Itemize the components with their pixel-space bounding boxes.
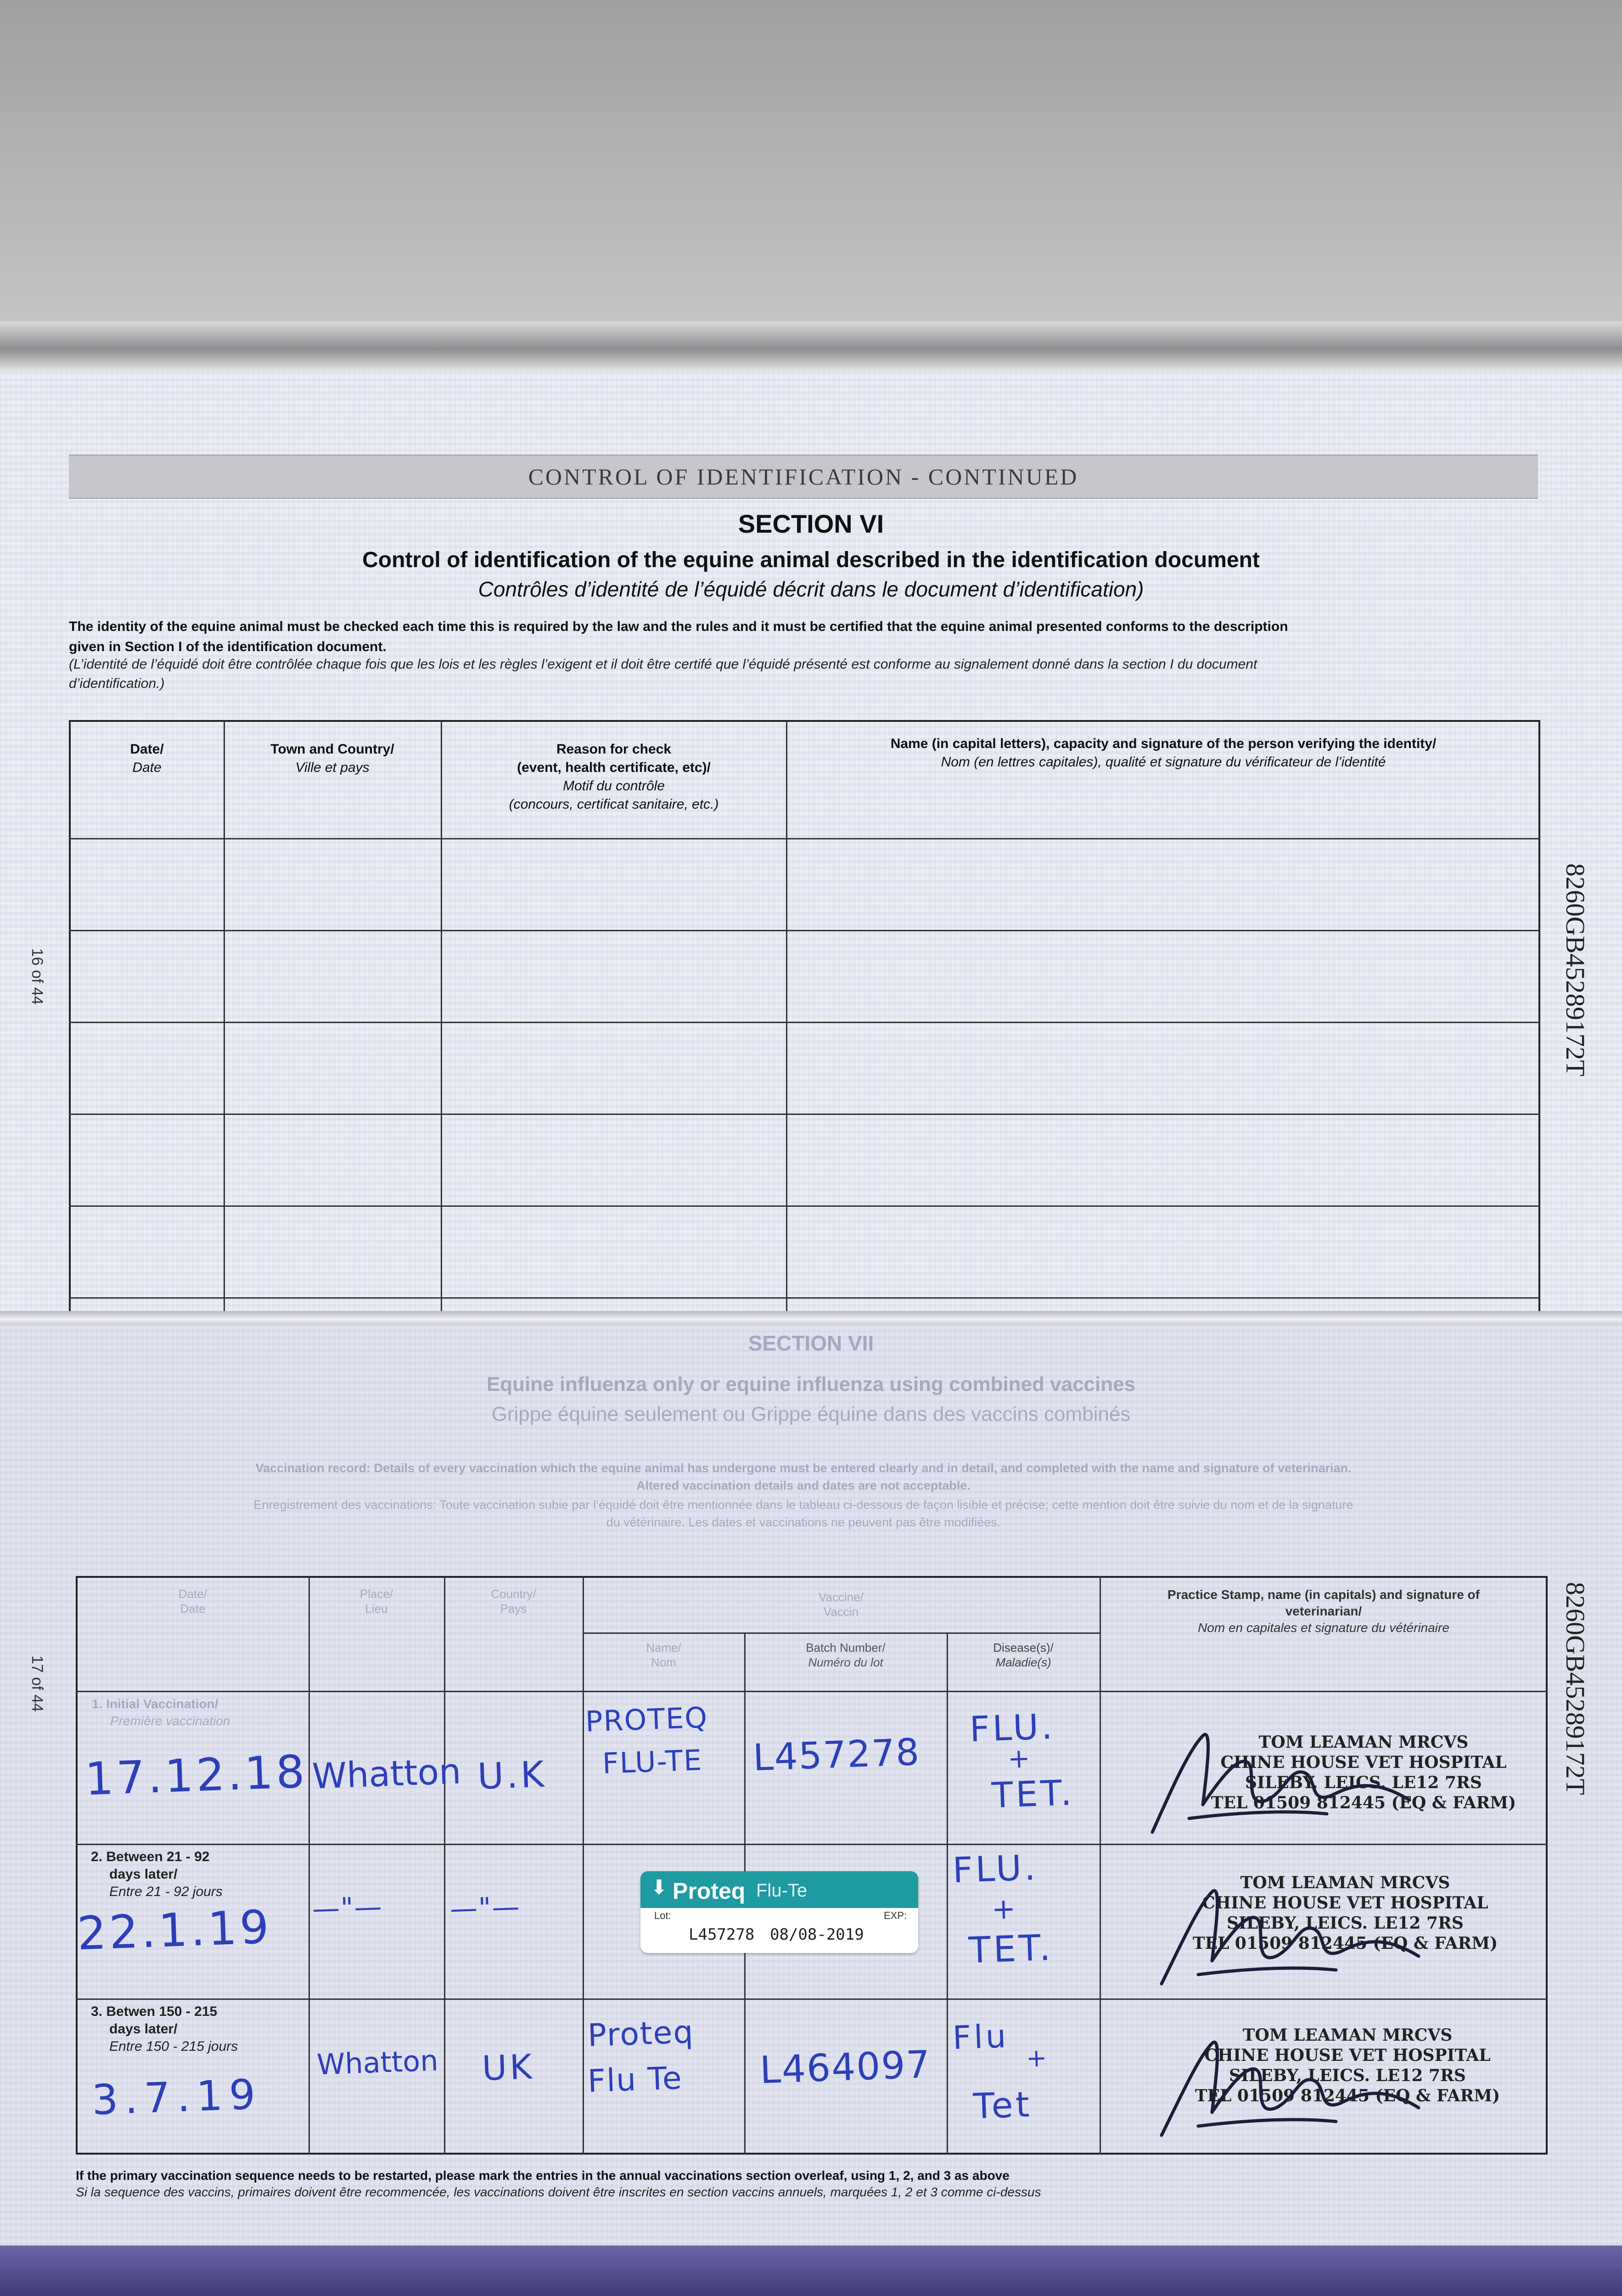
section-heading-en: Control of identification of the equine animal described in the identification document bbox=[362, 548, 1260, 572]
col-header-reason bbox=[443, 740, 785, 814]
row-3-label-fr: Entre 150 - 215 jours bbox=[109, 2039, 238, 2054]
section-heading-fr: Contrôles d’identité de l’équidé décrit dans le document d’identification) bbox=[478, 577, 1144, 601]
footer-note-en: If the primary vaccination sequence needs to be restarted, please mark the entries in the annual vaccinations section overleaf, using 1, 2, and 3 as above bbox=[76, 2168, 1010, 2183]
table-row-divider bbox=[69, 930, 1540, 931]
row-3-date: 3.7.19 bbox=[91, 2070, 263, 2125]
col-header-reason-en: Reason for check bbox=[556, 742, 672, 757]
stamp-line: SILEBY, LEICS. LE12 7RS bbox=[1227, 1913, 1464, 1933]
col-header-reason-en-2: (event, health certificate, etc)/ bbox=[517, 760, 711, 775]
stamp-line: TEL 01509 812445 (EQ & FARM) bbox=[1192, 1934, 1498, 1953]
col-header-batch-en: Batch Number/ bbox=[806, 1641, 886, 1654]
row-3-vet-signature bbox=[1134, 1998, 1501, 2149]
col-header-place-fr: Lieu bbox=[365, 1602, 388, 1615]
table-row-divider bbox=[69, 1205, 1540, 1207]
col-header-batch-fr: Numéro du lot bbox=[808, 1655, 883, 1669]
passport-cover-edge bbox=[0, 321, 1622, 372]
col-header-vaccine-fr: Vaccin bbox=[823, 1605, 859, 1619]
table-row-divider bbox=[69, 1022, 1540, 1023]
row-3-label bbox=[91, 2003, 238, 2055]
row-2-label-en: 2. Between 21 - 92 bbox=[91, 1849, 210, 1864]
section-title: SECTION VI bbox=[738, 509, 884, 538]
stamp-line: SILEBY, LEICS. LE12 7RS bbox=[1245, 1773, 1482, 1792]
col-header-country-en: Country/ bbox=[491, 1587, 536, 1601]
vaccine-batch-sticker bbox=[640, 1871, 918, 1953]
table-row-divider bbox=[69, 1114, 1540, 1115]
row-2-disease-line3: TET. bbox=[968, 1927, 1054, 1972]
col-header-disease-en: Disease(s)/ bbox=[993, 1641, 1054, 1654]
col-header-vaccine-name-en: Name/ bbox=[646, 1641, 681, 1654]
col-header-stamp bbox=[1101, 1587, 1546, 1636]
instruction-en-line1-faded: Vaccination record: Details of every vaccination which the equine animal has undergone must be entered clearly and in detail, and completed with the name and signature of veterinarian. bbox=[255, 1461, 1352, 1475]
row-1-country: U.K bbox=[477, 1754, 548, 1798]
sticker-lot-value: L457278 bbox=[689, 1925, 755, 1944]
row-1-vet-signature bbox=[1134, 1699, 1501, 1846]
sticker-lot-label: Lot: bbox=[654, 1910, 671, 1921]
col-header-stamp-en: Practice Stamp, name (in capitals) and signature of bbox=[1167, 1587, 1480, 1602]
row-2-label-fr: Entre 21 - 92 jours bbox=[109, 1884, 223, 1899]
row-3-vaccine-line1: Proteq bbox=[587, 2014, 695, 2054]
row-2-country: —"— bbox=[449, 1891, 521, 1925]
table-divider bbox=[444, 1576, 445, 2155]
row-1-vaccine-line1: PROTEQ bbox=[584, 1700, 709, 1739]
row-2-date: 22.1.19 bbox=[76, 1900, 273, 1961]
sticker-exp-value: 08/08-2019 bbox=[770, 1925, 864, 1944]
section-title-faded: SECTION VII bbox=[748, 1331, 874, 1355]
row-3-batch: L464097 bbox=[759, 2043, 932, 2093]
col-header-reason-fr: Motif du contrôle bbox=[563, 778, 665, 793]
col-header-date-en: Date/ bbox=[130, 742, 164, 757]
page-number: 16 of 44 bbox=[28, 948, 46, 1005]
col-header-stamp-en-2: veterinarian/ bbox=[1285, 1604, 1362, 1618]
table-row-divider bbox=[76, 1691, 1548, 1692]
section-heading-fr-faded: Grippe équine seulement ou Grippe équine dans des vaccins combinés bbox=[491, 1403, 1131, 1425]
stamp-line: CHINE HOUSE VET HOSPITAL bbox=[1204, 2046, 1491, 2065]
col-header-place-en: Place/ bbox=[359, 1587, 393, 1601]
table-divider bbox=[441, 720, 442, 1317]
scanner-background bbox=[0, 0, 1622, 321]
instruction-en-line1: The identity of the equine animal must be checked each time this is required by the law and the rules and it must be certified that the equine animal presented conforms to the description bbox=[69, 619, 1288, 634]
row-1-disease-line1: FLU. bbox=[969, 1705, 1056, 1750]
col-header-stamp-fr: Nom en capitales et signature du vétérinaire bbox=[1198, 1621, 1449, 1635]
col-header-date bbox=[71, 740, 223, 777]
col-header-date bbox=[78, 1587, 308, 1616]
page-number: 17 of 44 bbox=[28, 1655, 46, 1712]
table-divider bbox=[786, 720, 787, 1317]
document-id: 8260GB45289172T bbox=[1560, 1582, 1590, 1795]
identity-check-table bbox=[69, 720, 1540, 1317]
row-3-label-en: 3. Betwen 150 - 215 bbox=[91, 2004, 218, 2019]
col-header-place bbox=[310, 1587, 443, 1616]
col-header-verifier-fr: Nom (en lettres capitales), qualité et signature du vérificateur de l’identité bbox=[941, 754, 1386, 770]
row-2-disease-line1: FLU. bbox=[952, 1846, 1039, 1891]
row-2-place: —"— bbox=[311, 1891, 383, 1925]
section-banner: CONTROL OF IDENTIFICATION - CONTINUED bbox=[69, 455, 1538, 499]
col-header-reason-fr-2: (concours, certificat sanitaire, etc.) bbox=[509, 797, 719, 812]
row-3-label-en-2: days later/ bbox=[109, 2021, 178, 2037]
row-2-label bbox=[91, 1848, 223, 1901]
stamp-line: TEL 01509 812445 (EQ & FARM) bbox=[1211, 1793, 1516, 1812]
instruction-fr-line1-faded: Enregistrement des vaccinations: Toute vaccination subie par l’équidé doit être mentionnée dans le tableau ci-dessous de façon lisible et précise; cette mention doit être suivie du nom et de la signature bbox=[253, 1498, 1353, 1512]
passport-binder-edge bbox=[0, 2245, 1622, 2296]
col-header-town-en: Town and Country/ bbox=[270, 742, 394, 757]
row-1-vaccine-line2: FLU-TE bbox=[601, 1743, 703, 1780]
document-id: 8260GB45289172T bbox=[1560, 863, 1590, 1076]
table-divider bbox=[309, 1576, 310, 2155]
row-1-label-en: 1. Initial Vaccination/ bbox=[92, 1697, 219, 1711]
instruction-fr-line2-faded: du vétérinaire. Les dates et vaccinations ne peuvent pas être modifiées. bbox=[606, 1515, 1001, 1529]
col-header-vaccine-name-fr: Nom bbox=[651, 1655, 676, 1669]
row-1-label-fr: Première vaccination bbox=[110, 1714, 230, 1728]
row-2-disease-line2: + bbox=[991, 1891, 1019, 1926]
row-1-date: 17.12.18 bbox=[84, 1745, 309, 1806]
stamp-line: TOM LEAMAN MRCVS bbox=[1242, 2026, 1453, 2045]
row-3-disease-line2: + bbox=[1025, 2043, 1050, 2073]
instruction-fr-line1: (L’identité de l’équidé doit être contrôlée chaque fois que les lois et les règles l’exigent et il doit être certifé que l’équidé présenté est conforme au signalement donné dans la section I du document bbox=[69, 657, 1257, 672]
footer-note-fr: Si la sequence des vaccins, primaires doivent être recommencée, les vaccinations doivent être inscrites en section vaccins annuels, marquées 1, 2 et 3 comme ci-dessus bbox=[76, 2185, 1041, 2199]
col-header-town bbox=[225, 740, 440, 777]
table-row-divider bbox=[583, 1632, 1100, 1634]
col-header-vaccine-en: Vaccine/ bbox=[819, 1590, 864, 1604]
sticker-brand: Proteq bbox=[673, 1878, 746, 1904]
stamp-line: CHINE HOUSE VET HOSPITAL bbox=[1202, 1893, 1488, 1913]
col-header-verifier-en: Name (in capital letters), capacity and signature of the person verifying the identity/ bbox=[890, 736, 1437, 751]
instruction-fr-line2: d’identification.) bbox=[69, 676, 165, 691]
col-header-disease bbox=[948, 1640, 1099, 1670]
col-header-country bbox=[445, 1587, 582, 1616]
instruction-en-line2-faded: Altered vaccination details and dates are not acceptable. bbox=[636, 1479, 971, 1492]
row-3-country: UK bbox=[481, 2047, 536, 2088]
table-divider bbox=[224, 720, 225, 1317]
row-1-batch: L457278 bbox=[752, 1730, 921, 1779]
row-3-place: Whatton bbox=[316, 2043, 439, 2082]
table-divider bbox=[947, 1632, 948, 2155]
row-1-disease-line3: TET. bbox=[991, 1772, 1075, 1816]
instruction-en-line2: given in Section I of the identification document. bbox=[69, 639, 387, 654]
col-header-date-fr: Date bbox=[180, 1602, 206, 1615]
row-2-label-en-2: days later/ bbox=[109, 1867, 178, 1882]
col-header-town-fr: Ville et pays bbox=[295, 760, 370, 775]
table-row-divider bbox=[69, 1297, 1540, 1299]
table-divider bbox=[1100, 1576, 1101, 2155]
col-header-verifier bbox=[788, 735, 1539, 771]
row-1-place: Whatton bbox=[311, 1750, 462, 1797]
col-header-vaccine-name bbox=[584, 1640, 743, 1670]
row-3-disease-line3: Tet bbox=[972, 2083, 1033, 2127]
sticker-product: Flu-Te bbox=[756, 1880, 808, 1901]
col-header-batch bbox=[746, 1640, 946, 1670]
row-3-vaccine-line2: Flu Te bbox=[587, 2060, 683, 2100]
stamp-line: CHINE HOUSE VET HOSPITAL bbox=[1220, 1753, 1507, 1772]
row-3-disease-line1: Flu bbox=[952, 2017, 1010, 2057]
row-1-disease-line2: + bbox=[1007, 1742, 1033, 1774]
row-2-vet-signature bbox=[1139, 1851, 1506, 1998]
stamp-line: SILEBY, LEICS. LE12 7RS bbox=[1229, 2066, 1466, 2085]
stamp-line: TOM LEAMAN MRCVS bbox=[1240, 1873, 1450, 1892]
stamp-line: TEL 01509 812445 (EQ & FARM) bbox=[1195, 2086, 1500, 2105]
stamp-line: TOM LEAMAN MRCVS bbox=[1258, 1733, 1469, 1752]
col-header-date-en: Date/ bbox=[178, 1587, 208, 1601]
col-header-vaccine bbox=[584, 1590, 1098, 1619]
table-row-divider bbox=[69, 838, 1540, 839]
section-heading-en-faded: Equine influenza only or equine influenza using combined vaccines bbox=[486, 1373, 1136, 1396]
col-header-date-fr: Date bbox=[132, 760, 162, 775]
col-header-disease-fr: Maladie(s) bbox=[995, 1655, 1051, 1669]
sticker-arrow-icon: ⬇ bbox=[651, 1876, 668, 1899]
sticker-exp-label: EXP: bbox=[884, 1910, 907, 1921]
col-header-country-fr: Pays bbox=[500, 1602, 527, 1615]
